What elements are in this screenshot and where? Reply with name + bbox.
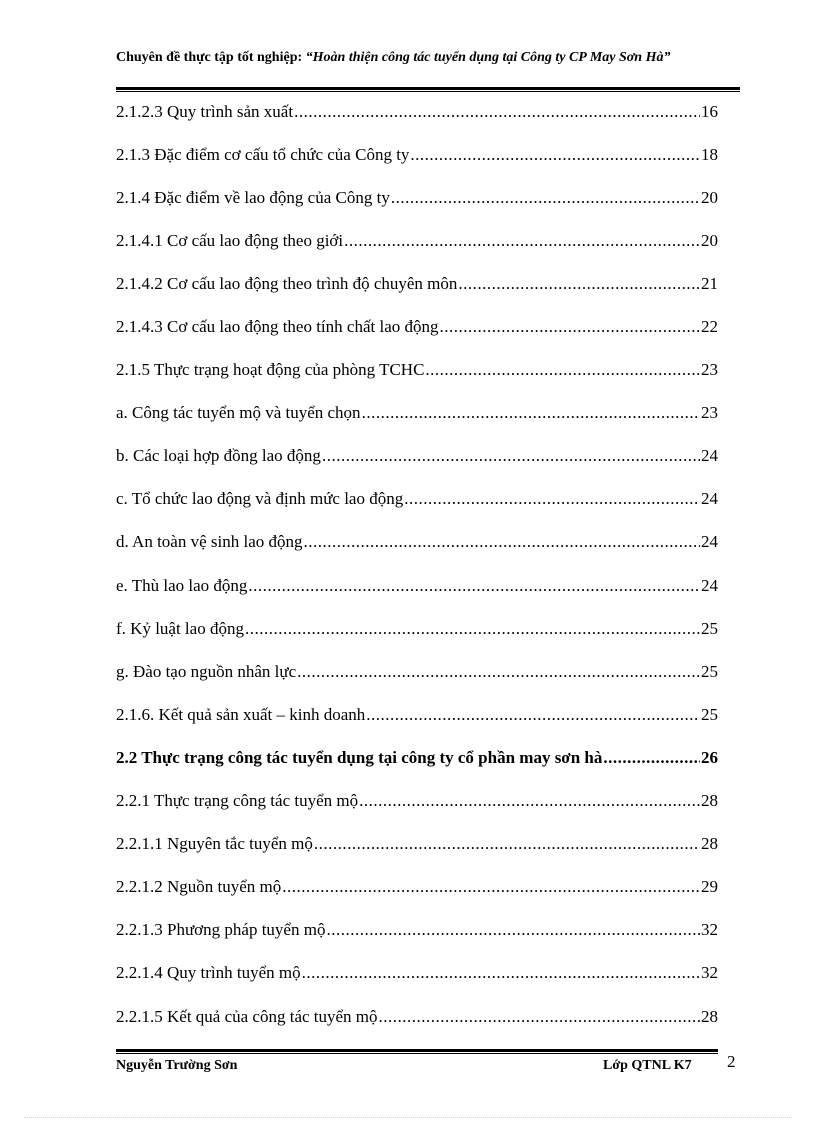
- toc-entry[interactable]: [116, 90, 718, 133]
- toc-dot-leader: [314, 834, 700, 854]
- toc-entry[interactable]: [116, 133, 718, 176]
- toc-dot-leader: [282, 877, 700, 897]
- toc-entry[interactable]: [116, 564, 718, 607]
- toc-entry[interactable]: [116, 521, 718, 564]
- toc-entry-label: f. Kỷ luật lao động: [116, 618, 244, 638]
- toc-dot-leader: [326, 920, 700, 940]
- toc-entry[interactable]: [116, 650, 718, 693]
- toc-dot-leader: [410, 145, 700, 165]
- footer-class: Lớp QTNL K7: [603, 1058, 692, 1073]
- page-number: 2: [727, 1052, 736, 1071]
- toc-dot-leader: [322, 446, 700, 466]
- toc-entry-label: 2.2.1.1 Nguyên tắc tuyển mộ: [116, 834, 313, 854]
- toc-entry-label: 2.1.4.2 Cơ cấu lao động theo trình độ chuyên môn: [116, 273, 458, 293]
- toc-entry[interactable]: [116, 995, 718, 1038]
- toc-entry-label: 2.1.4 Đặc điểm về lao động của Công ty: [116, 187, 390, 207]
- toc-entry-page: 32: [701, 920, 718, 940]
- toc-dot-leader: [344, 231, 700, 251]
- footer-author: Nguyễn Trường Sơn: [116, 1058, 238, 1073]
- toc-entry[interactable]: [116, 176, 718, 219]
- toc-dot-leader: [404, 489, 700, 509]
- toc-entry-page: 25: [701, 704, 718, 724]
- table-of-contents: [116, 90, 718, 1038]
- toc-dot-leader: [294, 102, 700, 122]
- toc-entry-page: 24: [701, 532, 718, 552]
- toc-dot-leader: [245, 619, 700, 639]
- toc-entry-label: d. An toàn vệ sinh lao động: [116, 532, 303, 552]
- toc-entry[interactable]: [116, 478, 718, 521]
- toc-entry-page: 23: [701, 360, 718, 380]
- toc-entry[interactable]: [116, 305, 718, 348]
- toc-dot-leader: [440, 317, 701, 337]
- toc-entry[interactable]: [116, 823, 718, 866]
- toc-dot-leader: [304, 532, 700, 552]
- toc-entry[interactable]: [116, 952, 718, 995]
- toc-entry[interactable]: [116, 780, 718, 823]
- toc-entry-page: 16: [701, 101, 718, 121]
- toc-entry-page: 24: [701, 489, 718, 509]
- toc-dot-leader: [603, 748, 700, 768]
- toc-entry-page: 22: [701, 317, 718, 337]
- page-bottom-border: [24, 1117, 792, 1119]
- toc-entry[interactable]: [116, 693, 718, 736]
- footer-divider: [116, 1049, 718, 1054]
- toc-entry[interactable]: [116, 219, 718, 262]
- toc-entry-label: 2.1.5 Thực trạng hoạt động của phòng TCHC: [116, 360, 425, 380]
- toc-entry-label: 2.2.1 Thực trạng công tác tuyển mộ: [116, 791, 359, 811]
- toc-entry-label: 2.2 Thực trạng công tác tuyển dụng tại công ty cổ phần may sơn hà: [116, 747, 603, 767]
- toc-dot-leader: [425, 360, 700, 380]
- toc-entry-page: 32: [701, 963, 718, 983]
- header-title: “Hoàn thiện công tác tuyển dụng tại Công ty CP May Sơn Hà”: [305, 50, 671, 65]
- toc-entry[interactable]: [116, 866, 718, 909]
- toc-entry[interactable]: [116, 607, 718, 650]
- toc-entry-label: a. Công tác tuyển mộ và tuyển chọn: [116, 403, 361, 423]
- toc-entry-label: 2.2.1.3 Phương pháp tuyển mộ: [116, 920, 326, 940]
- toc-entry-label: c. Tổ chức lao động và định mức lao động: [116, 489, 404, 509]
- toc-dot-leader: [302, 963, 700, 983]
- toc-dot-leader: [379, 1007, 700, 1027]
- toc-entry-label: 2.1.4.3 Cơ cấu lao động theo tính chất lao động: [116, 317, 439, 337]
- toc-entry-page: 28: [701, 834, 718, 854]
- toc-entry[interactable]: [116, 392, 718, 435]
- toc-entry-label: 2.2.1.2 Nguồn tuyển mộ: [116, 877, 282, 897]
- toc-entry-page: 26: [701, 747, 718, 767]
- toc-entry-page: 25: [701, 661, 718, 681]
- toc-entry-label: b. Các loại hợp đồng lao động: [116, 446, 321, 466]
- toc-entry-label: e. Thù lao lao động: [116, 575, 248, 595]
- toc-entry-label: g. Đào tạo nguồn nhân lực: [116, 661, 297, 681]
- toc-entry-label: 2.1.6. Kết quả sản xuất – kinh doanh: [116, 704, 366, 724]
- toc-entry-page: 29: [701, 877, 718, 897]
- toc-entry[interactable]: [116, 349, 718, 392]
- toc-entry-label: 2.2.1.4 Quy trình tuyển mộ: [116, 963, 301, 983]
- toc-entry[interactable]: [116, 262, 718, 305]
- toc-dot-leader: [248, 576, 700, 596]
- toc-dot-leader: [366, 705, 700, 725]
- toc-entry-page: 20: [701, 230, 718, 250]
- toc-entry[interactable]: [116, 435, 718, 478]
- toc-dot-leader: [359, 791, 700, 811]
- toc-entry-page: 18: [701, 144, 718, 164]
- toc-entry-page: 28: [701, 791, 718, 811]
- toc-entry-page: 24: [701, 446, 718, 466]
- toc-entry-label: 2.1.4.1 Cơ cấu lao động theo giới: [116, 230, 344, 250]
- toc-dot-leader: [458, 274, 700, 294]
- toc-entry-label: 2.1.2.3 Quy trình sản xuất: [116, 101, 294, 121]
- toc-entry[interactable]: [116, 909, 718, 952]
- toc-entry[interactable]: [116, 736, 718, 779]
- toc-dot-leader: [391, 188, 700, 208]
- toc-entry-page: 24: [701, 575, 718, 595]
- header-prefix: Chuyên đề thực tập tốt nghiệp:: [116, 50, 306, 65]
- toc-entry-page: 28: [701, 1006, 718, 1026]
- toc-entry-page: 20: [701, 187, 718, 207]
- toc-entry-label: 2.2.1.5 Kết quả của công tác tuyển mộ: [116, 1006, 378, 1026]
- toc-entry-label: 2.1.3 Đặc điểm cơ cấu tổ chức của Công ty: [116, 144, 410, 164]
- page-header: [116, 49, 740, 66]
- toc-dot-leader: [297, 662, 700, 682]
- toc-entry-page: 23: [701, 403, 718, 423]
- toc-dot-leader: [362, 403, 700, 423]
- toc-entry-page: 25: [701, 618, 718, 638]
- toc-entry-page: 21: [701, 273, 718, 293]
